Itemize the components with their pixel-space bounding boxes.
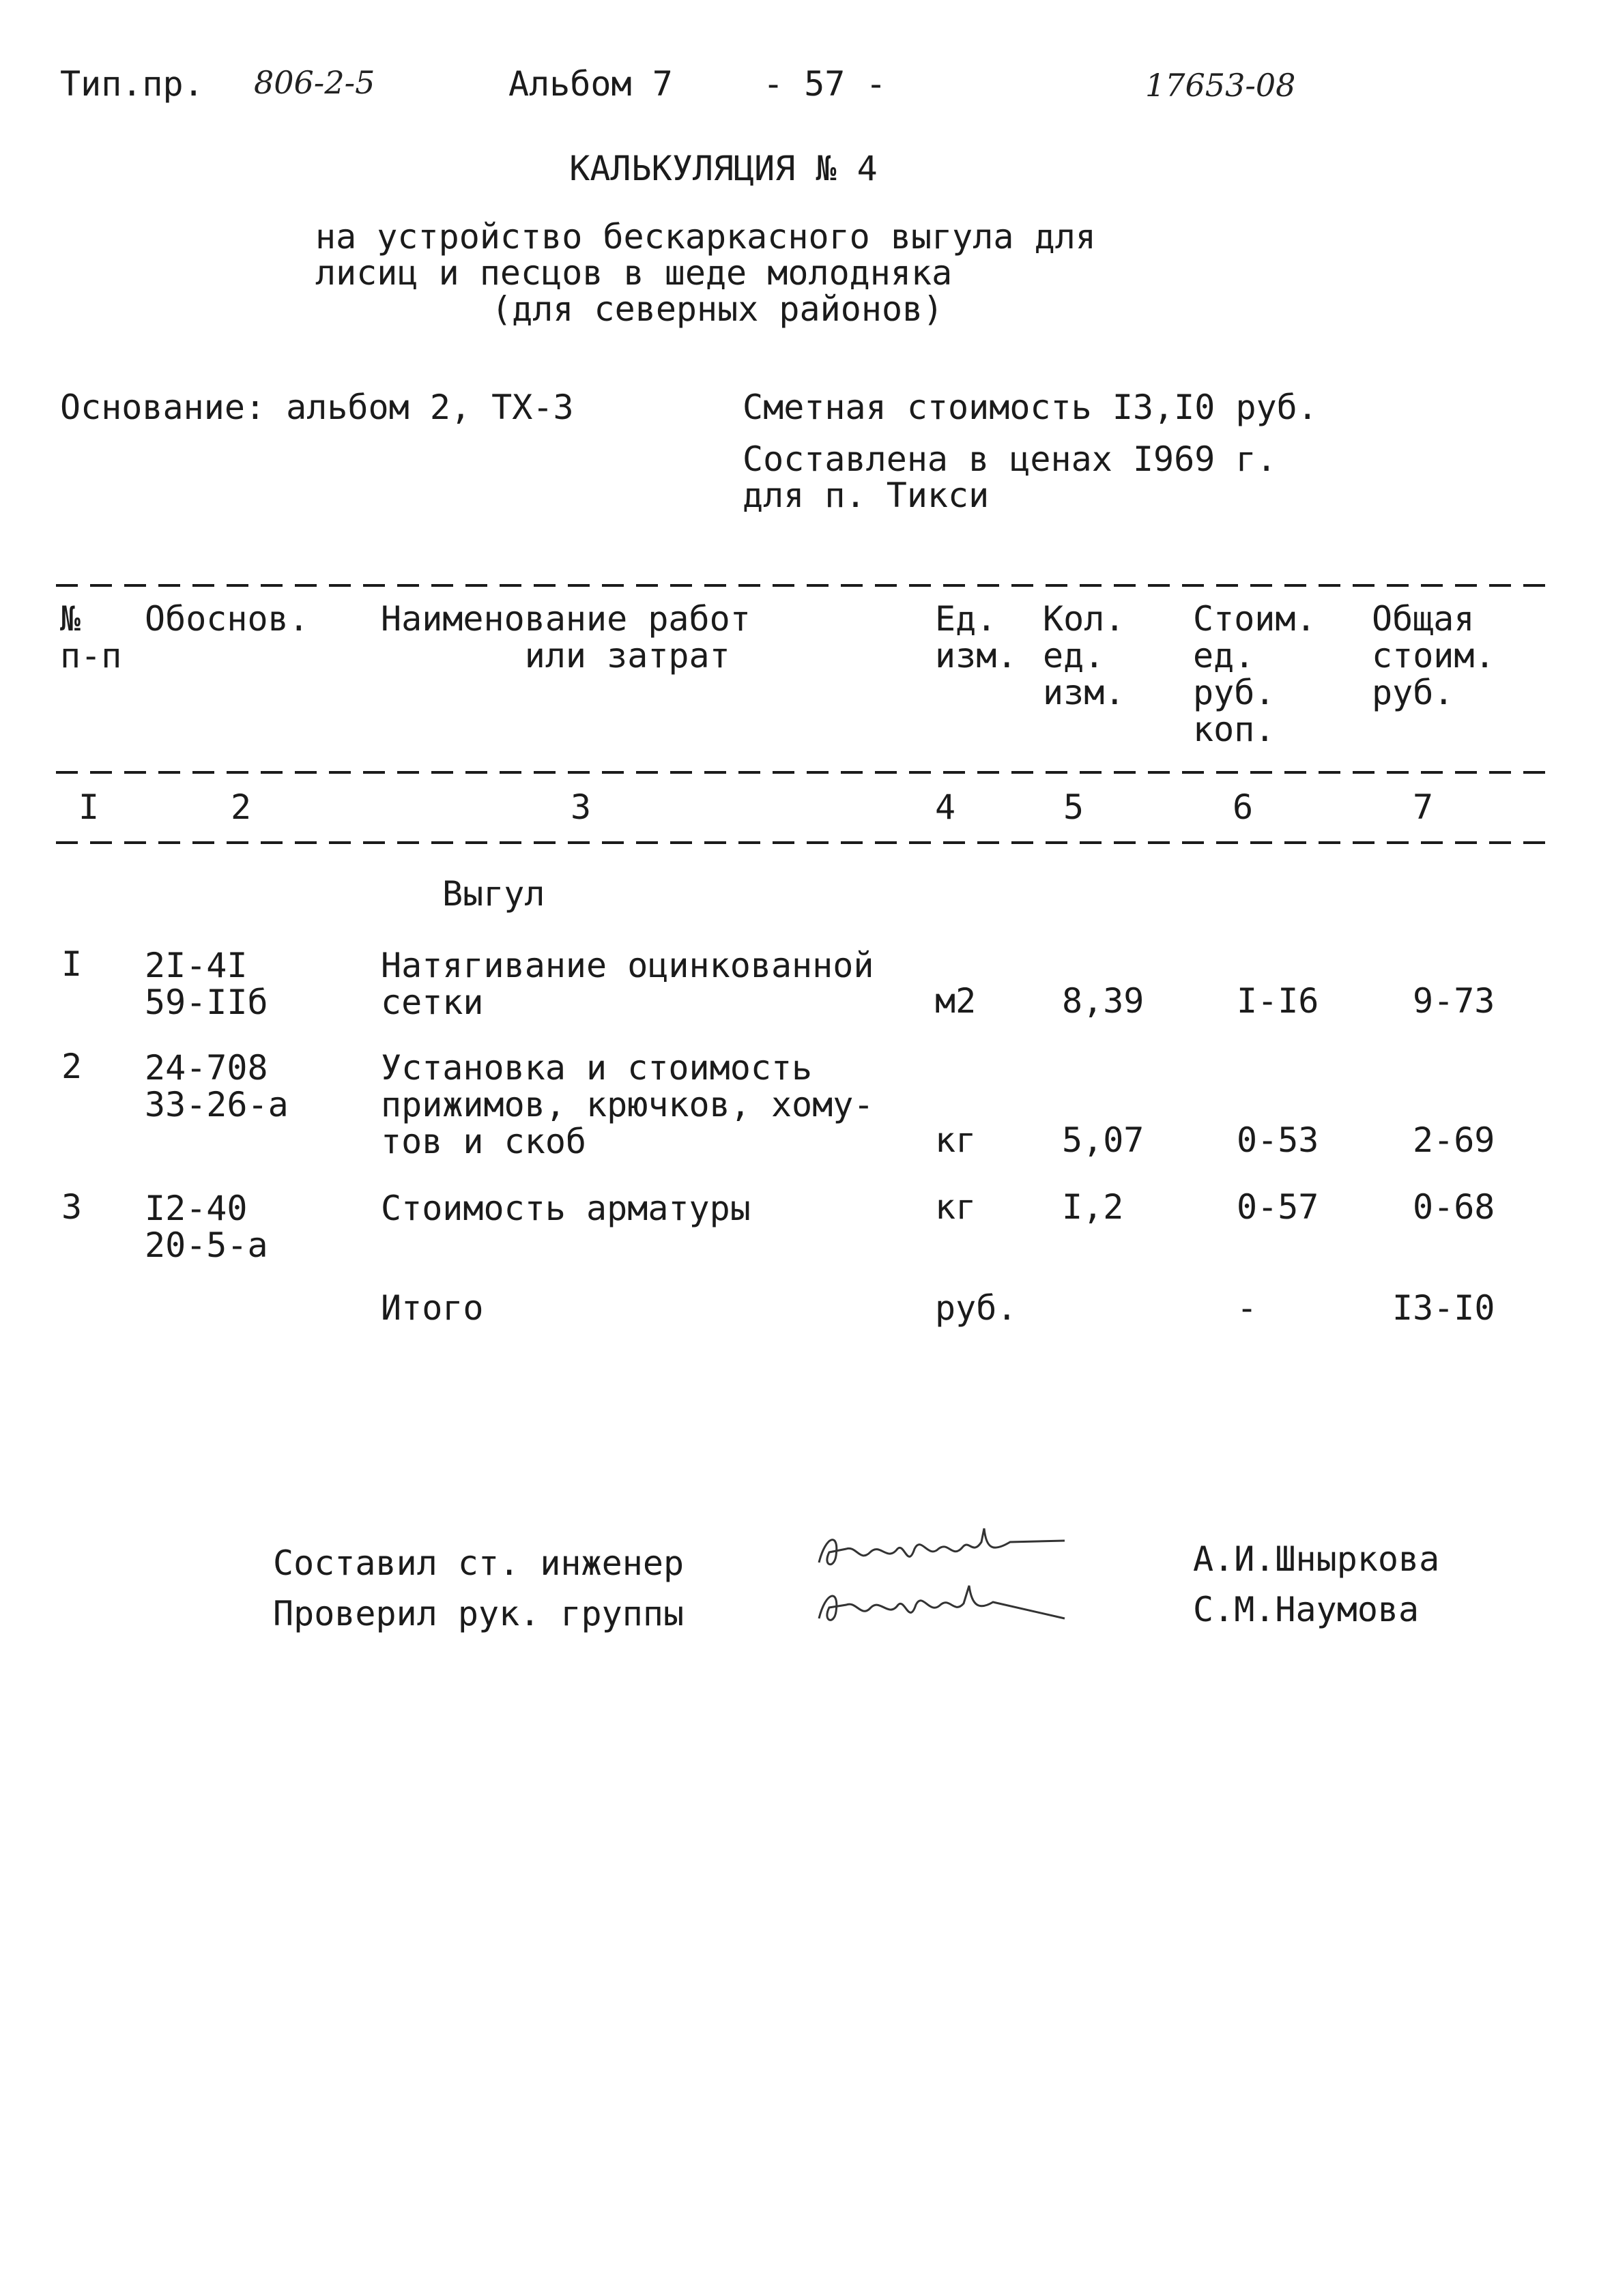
page-number: - 57 - <box>763 64 887 104</box>
project-number: 806-2-5 <box>254 64 375 101</box>
signature-scribble-2 <box>805 1576 1078 1638</box>
signature-name-2: С.М.Наумова <box>1193 1590 1420 1629</box>
col-number-2: 2 <box>231 787 252 827</box>
header-unit-cost: Стоим. ед. руб. коп. <box>1193 599 1316 749</box>
row-3-num: 3 <box>61 1187 83 1227</box>
page-title: КАЛЬКУЛЯЦИЯ № 4 <box>569 149 878 188</box>
estimated-cost: Сметная стоимость I3,I0 руб. <box>743 388 1318 427</box>
header-qty: Кол. ед. изм. <box>1043 599 1125 712</box>
table-top-rule <box>56 584 1554 587</box>
header-num: № п-п <box>60 599 122 675</box>
signature-scribble-1 <box>805 1522 1078 1583</box>
col-number-3: 3 <box>571 787 592 827</box>
signature-role-2: Проверил рук. группы <box>273 1594 685 1633</box>
row-3-basis: I2-40 20-5-а <box>145 1189 268 1265</box>
row-3-unit-cost: 0-57 <box>1237 1187 1319 1227</box>
total-unit-cost: - <box>1237 1288 1258 1328</box>
row-3-total: 0-68 <box>1413 1187 1495 1227</box>
row-1-basis: 2I-4I 59-IIб <box>145 946 268 1022</box>
row-1-qty: 8,39 <box>1062 981 1145 1021</box>
header-basis: Обоснов. <box>145 599 309 639</box>
row-2-qty: 5,07 <box>1062 1120 1145 1160</box>
total-amount: I3-I0 <box>1392 1288 1495 1328</box>
row-2-name: Установка и стоимость прижимов, крючков, хому- тов и скоб <box>381 1048 874 1161</box>
row-1-total: 9-73 <box>1413 981 1495 1021</box>
row-1-num: I <box>61 944 83 984</box>
header-total: Общая стоим. руб. <box>1372 599 1495 712</box>
row-2-total: 2-69 <box>1413 1120 1495 1160</box>
total-label: Итого <box>381 1288 484 1328</box>
table-header-rule <box>56 771 1554 774</box>
col-number-5: 5 <box>1063 787 1084 827</box>
section-heading: Выгул <box>442 874 545 914</box>
col-number-4: 4 <box>935 787 956 827</box>
prices-location: для п. Тикси <box>743 476 990 515</box>
header-unit: Ед. изм. <box>935 599 1018 675</box>
row-1-unit: м2 <box>935 981 977 1021</box>
row-2-basis: 24-708 33-26-а <box>145 1048 289 1124</box>
row-3-unit: кг <box>935 1187 977 1227</box>
doc-number: 17653-08 <box>1145 67 1296 104</box>
total-unit: руб. <box>935 1288 1018 1328</box>
row-1-unit-cost: I-I6 <box>1237 981 1319 1021</box>
row-3-qty: I,2 <box>1062 1187 1124 1227</box>
album-label: Альбом 7 <box>508 64 673 104</box>
row-2-unit-cost: 0-53 <box>1237 1120 1319 1160</box>
subtitle-line-1: на устройство бескаркасного выгула для <box>315 217 1096 257</box>
col-number-1: I <box>78 787 100 827</box>
subtitle-line-2: лисиц и песцов в шеде молодняка <box>315 253 953 293</box>
signature-role-1: Составил ст. инженер <box>273 1543 685 1583</box>
col-number-6: 6 <box>1233 787 1254 827</box>
table-colnum-rule <box>56 841 1554 844</box>
signature-name-1: А.И.Шныркова <box>1193 1539 1440 1579</box>
row-3-name: Стоимость арматуры <box>381 1189 751 1228</box>
basis-reference: Основание: альбом 2, ТХ-3 <box>60 388 574 427</box>
doc-type-label: Тип.пр. <box>60 64 204 104</box>
col-number-7: 7 <box>1413 787 1434 827</box>
row-1-name: Натягивание оцинкованной сетки <box>381 946 874 1022</box>
row-2-unit: кг <box>935 1120 977 1160</box>
header-name: Наименование работ или затрат <box>381 599 751 675</box>
subtitle-line-3: (для северных районов) <box>491 289 944 329</box>
row-2-num: 2 <box>61 1047 83 1086</box>
prices-year: Составлена в ценах I969 г. <box>743 439 1277 479</box>
